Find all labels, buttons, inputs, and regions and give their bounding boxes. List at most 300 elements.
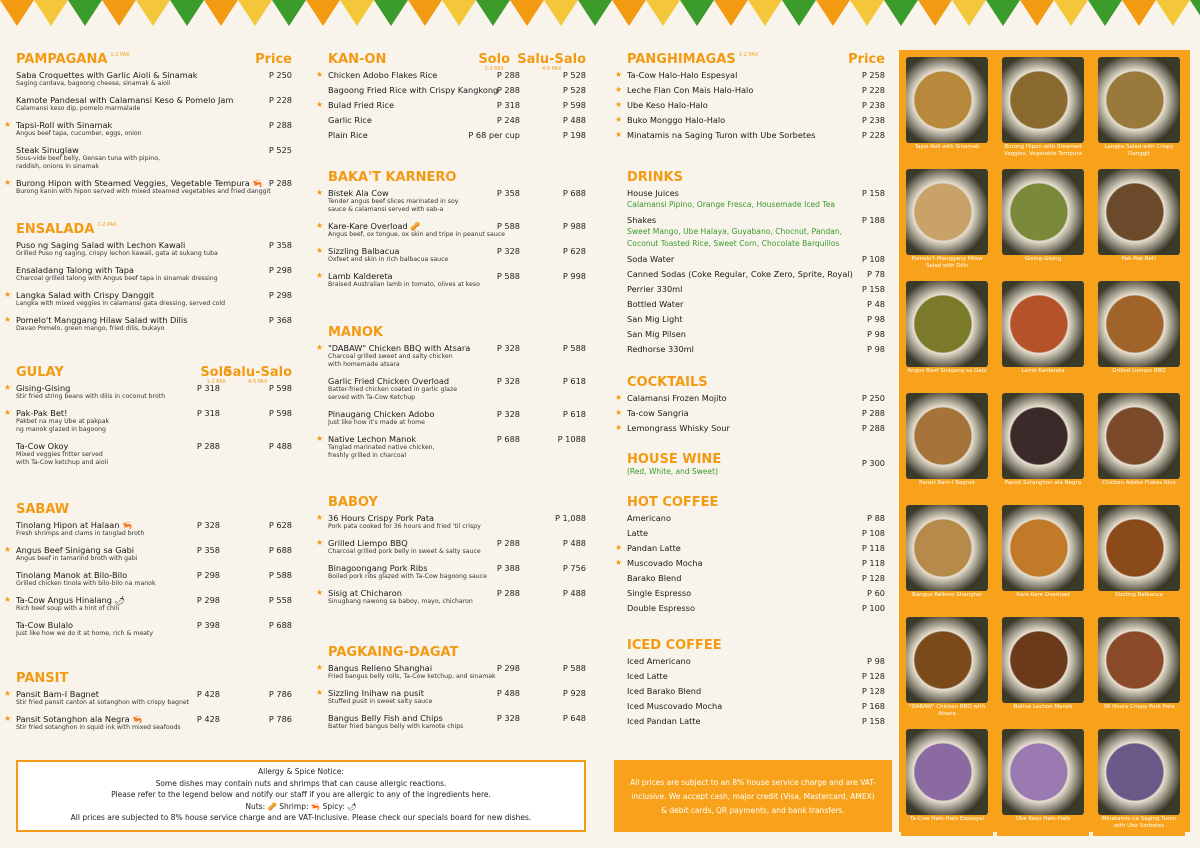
item-price-solo: P 398 xyxy=(196,620,220,630)
menu-item xyxy=(627,656,885,666)
item-name: Bagoong Fried Rice with Crispy Kangkong xyxy=(328,85,499,95)
item-list xyxy=(615,70,885,140)
star-icon: ★ xyxy=(4,383,12,392)
item-name: Langka Salad with Crispy Danggit xyxy=(16,290,155,300)
star-icon: ★ xyxy=(316,513,324,522)
price-header: Price xyxy=(255,52,292,67)
item-name: Shakes xyxy=(627,215,657,225)
item-price-solo: P 118 xyxy=(861,543,885,553)
food-photo xyxy=(1002,393,1084,479)
item-description: Batter-fried chicken coated in garlic glaze xyxy=(328,386,457,393)
item-name: Garlic Fried Chicken Overload xyxy=(328,376,450,386)
item-description: Grilled chicken tinola with bilo-bilo na manok xyxy=(16,580,156,587)
item-price-salu: P 1,088 xyxy=(555,513,586,523)
bunting-flag xyxy=(1054,0,1088,26)
menu-item xyxy=(328,130,586,140)
item-price-solo: P 525 xyxy=(268,145,292,155)
item-price-solo: P 288 xyxy=(861,408,885,418)
item-description: freshly grilled in charcoal xyxy=(328,452,407,459)
item-options: Sweet Mango, Ube Halaya, Guyabano, Chocnut, Pandan, xyxy=(627,227,843,236)
food-photo xyxy=(1098,57,1180,143)
item-description: Sous-vide beef belly, Gensan tuna with pipino, xyxy=(16,155,160,162)
item-price-solo: P 98 xyxy=(867,314,885,324)
item-price-solo: P 288 xyxy=(496,85,520,95)
section-subtitle: (Red, White, and Sweet) xyxy=(627,467,719,476)
item-price-solo: P 158 xyxy=(861,716,885,726)
item-name: Steak Sinuglaw xyxy=(16,145,79,155)
section-title xyxy=(328,325,383,340)
item-name: Sizzling Inihaw na pusit xyxy=(328,688,424,698)
item-price-solo: P 288 xyxy=(496,70,520,80)
section-title-text: KAN-ON xyxy=(328,52,387,67)
star-icon: ★ xyxy=(316,188,324,197)
notice-title: Allergy & Spice Notice: xyxy=(258,767,344,776)
item-description: Davao Pomelo, green mango, fried dilis, bukayo xyxy=(16,325,165,332)
bunting-banner xyxy=(0,0,1200,28)
menu-item xyxy=(316,246,586,264)
item-name: Bottled Water xyxy=(627,299,684,309)
item-price-salu: P 786 xyxy=(268,689,292,699)
food-photo xyxy=(906,57,988,143)
item-price-solo: P 288 xyxy=(196,441,220,451)
item-price-solo: P 328 xyxy=(496,376,520,386)
photo-caption: Chicken Adobo Flakes Rice xyxy=(1102,480,1176,486)
item-name: Single Espresso xyxy=(627,588,692,598)
section-title xyxy=(328,52,386,67)
item-price-solo: P 128 xyxy=(861,671,885,681)
bunting-flag xyxy=(1020,0,1054,26)
section-header xyxy=(328,325,586,343)
item-description: with Ta-Cow ketchup and aioli xyxy=(16,459,109,466)
food-photo xyxy=(1002,57,1084,143)
item-description: with homemade atsara xyxy=(328,361,400,368)
item-price-solo: P 60 xyxy=(867,588,885,598)
item-price-solo: P 688 xyxy=(496,434,520,444)
bunting-flag xyxy=(510,0,544,26)
star-icon: ★ xyxy=(4,714,12,723)
gallery-tile xyxy=(997,276,1089,388)
menu-item xyxy=(615,558,885,568)
photo-caption: Langka Salad with Crispy Danggit xyxy=(1104,144,1174,157)
item-options: Coconut Toasted Rice, Sweet Corn, Chocolate Barquillos xyxy=(627,239,840,248)
menu-section xyxy=(615,375,885,438)
item-price-solo: P 158 xyxy=(861,284,885,294)
item-price-salu: P 928 xyxy=(562,688,586,698)
item-name: Kare-Kare Overload 🥜 xyxy=(328,221,421,231)
photo-caption: Ube Keso Halo-Halo xyxy=(1015,816,1071,822)
item-price-solo: P 288 xyxy=(496,538,520,548)
item-name: Gising-Gising xyxy=(16,383,71,393)
notice-line: Some dishes may contain nuts and shrimps that can cause allergic reactions. xyxy=(155,778,447,788)
food-photo xyxy=(1002,729,1084,815)
menu-item xyxy=(316,221,586,239)
item-description: Angus beef, ox tongue, ox skin and tripe in peanut sauce xyxy=(328,231,505,238)
section-title-text: SABAW xyxy=(16,502,70,517)
item-price-solo: P 88 xyxy=(867,513,885,523)
menu-item xyxy=(615,100,885,110)
section-header xyxy=(16,502,292,520)
bunting-flag xyxy=(102,0,136,26)
star-icon: ★ xyxy=(316,434,324,443)
gallery-tile xyxy=(1093,724,1185,836)
photo-caption: Tapsi-Roll with Sinamak xyxy=(914,144,980,150)
menu-item xyxy=(16,95,292,113)
item-description: Pork pata cooked for 36 hours and fried 'til crispy xyxy=(328,523,481,530)
item-price-solo: P 428 xyxy=(196,689,220,699)
section-title-text: PANSIT xyxy=(16,671,69,686)
item-description: Grilled Puso ng saging, crispy lechon kawali, gata at sukang tuba xyxy=(16,250,218,257)
section-header xyxy=(627,452,885,482)
serves-label: 1-2 PAX xyxy=(110,52,130,58)
item-name: Canned Sodas (Coke Regular, Coke Zero, Sprite, Royal) xyxy=(627,269,853,279)
menu-item xyxy=(316,343,586,369)
photo-caption: Lamb Kaldereta xyxy=(1021,368,1065,374)
item-description: Mixed veggies fritter served xyxy=(16,451,103,458)
bunting-flag xyxy=(408,0,442,26)
item-price-salu: P 488 xyxy=(562,588,586,598)
salu-header xyxy=(517,52,586,72)
star-icon: ★ xyxy=(615,408,623,417)
item-name: "DABAW" Chicken BBQ with Atsara xyxy=(328,343,471,353)
section-header xyxy=(328,495,586,513)
item-description: Charcoal grilled talong with Angus beef tapa in sinamak dressing xyxy=(16,275,218,282)
section-title xyxy=(16,365,64,380)
section-header xyxy=(627,170,885,188)
star-icon: ★ xyxy=(316,663,324,672)
item-name: Iced Muscovado Mocha xyxy=(627,701,723,711)
price-header: Price xyxy=(848,52,885,67)
item-name: Buko Monggo Halo-Halo xyxy=(627,115,726,125)
item-price-solo: P 298 xyxy=(268,265,292,275)
item-name: Lamb Kaldereta xyxy=(328,271,393,281)
section-title xyxy=(16,52,130,67)
item-name: Iced Barako Blend xyxy=(627,686,702,696)
star-icon: ★ xyxy=(316,221,324,230)
item-price-solo: P 188 xyxy=(861,215,885,225)
section-title xyxy=(627,375,708,390)
food-photo xyxy=(1002,281,1084,367)
item-description: Just like how it's made at home xyxy=(328,419,425,426)
item-price-solo: P 158 xyxy=(861,188,885,198)
photo-caption: Bangus Relleno Shanghai xyxy=(912,592,982,598)
item-description: Pakbet na may Ube at pakpak xyxy=(16,418,110,425)
bunting-flag xyxy=(680,0,714,26)
item-price-solo: P 318 xyxy=(196,408,220,418)
gallery-tile xyxy=(997,724,1089,836)
menu-item xyxy=(328,115,586,125)
star-icon: ★ xyxy=(316,688,324,697)
item-price-solo: P 238 xyxy=(861,115,885,125)
item-name: Latte xyxy=(627,528,649,538)
photo-caption: Kare-Kare Overload xyxy=(1016,592,1070,598)
bunting-flag xyxy=(476,0,510,26)
food-photo xyxy=(1098,617,1180,703)
item-price-solo: P 358 xyxy=(496,188,520,198)
section-title-text: PANGHIMAGAS xyxy=(627,52,736,67)
menu-section xyxy=(615,495,885,618)
item-description: Burong kanin with hipon served with mixed steamed vegetables and fried danggit xyxy=(16,188,271,195)
item-list xyxy=(615,513,885,613)
menu-item xyxy=(16,441,292,467)
item-price-solo: P 298 xyxy=(268,290,292,300)
menu-item xyxy=(4,408,292,434)
menu-section xyxy=(615,52,885,145)
food-photo xyxy=(906,169,988,255)
item-price-solo: P 108 xyxy=(861,528,885,538)
gallery-tile xyxy=(901,276,993,388)
item-name: Angus Beef Sinigang sa Gabi xyxy=(16,545,135,555)
item-price-salu: P 598 xyxy=(268,383,292,393)
item-name: Plain Rice xyxy=(328,130,368,140)
item-description: Stir fried pansit canton at sotanghon with crispy bagnet xyxy=(16,699,190,706)
food-photo xyxy=(906,393,988,479)
bunting-flag xyxy=(884,0,918,26)
item-price-solo: P 328 xyxy=(496,713,520,723)
gallery-tile xyxy=(997,388,1089,500)
photo-caption: 36 Hours Crispy Pork Pata xyxy=(1103,704,1175,710)
salu-sub: 4-5 PAX xyxy=(541,66,562,72)
menu-item xyxy=(328,409,586,427)
star-icon: ★ xyxy=(615,70,623,79)
menu-item xyxy=(316,588,586,606)
bunting-flag xyxy=(272,0,306,26)
item-price-solo: P 68 per cup xyxy=(468,130,520,140)
menu-item xyxy=(316,70,586,80)
item-description: Stuffed pusit in sweet salty sauce xyxy=(328,698,433,705)
menu-section xyxy=(627,638,885,731)
menu-item xyxy=(4,714,292,732)
item-description: Just like how we do it at home, rich & meaty xyxy=(16,630,154,637)
menu-item xyxy=(627,269,885,279)
section-title xyxy=(627,452,721,467)
item-name: Saba Croquettes with Garlic Aioli & Sinamak xyxy=(16,70,198,80)
star-icon: ★ xyxy=(615,130,623,139)
food-photo xyxy=(1098,393,1180,479)
food-photo xyxy=(1002,505,1084,591)
item-name: Ta-cow Sangria xyxy=(627,408,689,418)
menu-item xyxy=(627,314,885,324)
bunting-flag xyxy=(68,0,102,26)
section-header xyxy=(627,375,885,393)
item-list xyxy=(316,513,586,606)
item-price-solo: P 358 xyxy=(196,545,220,555)
menu-item xyxy=(615,115,885,125)
item-name: Binagoongang Pork Ribs xyxy=(328,563,428,573)
item-name: Ube Keso Halo-Halo xyxy=(627,100,708,110)
item-price-salu: P 688 xyxy=(562,188,586,198)
menu-item xyxy=(627,284,885,294)
bunting-flag xyxy=(34,0,68,26)
menu-item xyxy=(4,290,292,308)
item-price: P 300 xyxy=(861,458,885,468)
bunting-flag xyxy=(0,0,34,26)
gallery-tile xyxy=(901,724,993,836)
menu-item xyxy=(627,603,885,613)
item-name: House Juices xyxy=(627,188,679,198)
menu-item xyxy=(316,188,586,214)
item-price-solo: P 288 xyxy=(268,178,292,188)
item-list xyxy=(627,656,885,726)
menu-item xyxy=(316,100,586,110)
menu-item xyxy=(615,423,885,433)
section-title-text: HOUSE WINE xyxy=(627,452,722,467)
item-price-salu: P 488 xyxy=(268,441,292,451)
item-price-salu: P 558 xyxy=(268,595,292,605)
item-name: Calamansi Frozen Mojito xyxy=(627,393,727,403)
bunting-flag xyxy=(612,0,646,26)
item-price-salu: P 488 xyxy=(562,115,586,125)
item-description: Langka with mixed veggies in calamansi gata dressing, served cold xyxy=(16,300,226,307)
item-price-solo: P 328 xyxy=(496,409,520,419)
bunting-flag xyxy=(1122,0,1156,26)
item-name: Pomelo't Manggang Hilaw Salad with Dilis xyxy=(16,315,188,325)
food-photo xyxy=(1002,617,1084,703)
food-photo xyxy=(906,729,988,815)
food-photo xyxy=(1098,169,1180,255)
item-price-solo: P 288 xyxy=(268,120,292,130)
photo-caption: Pomelo't Manggang Hilaw Salad with Dilis xyxy=(911,256,983,269)
food-photo xyxy=(1002,169,1084,255)
item-price-salu: P 628 xyxy=(268,520,292,530)
item-name: Lemongrass Whisky Sour xyxy=(627,423,730,433)
item-description: Fried bangus belly rolls, Ta-Cow ketchup, and sinamak xyxy=(328,673,496,680)
item-name: Ta-Cow Angus Hinalang 🌶 xyxy=(16,595,125,605)
menu-item xyxy=(316,434,586,460)
bunting-flag xyxy=(340,0,374,26)
star-icon: ★ xyxy=(316,271,324,280)
photo-caption: "DABAW" Chicken BBQ with Atsara xyxy=(908,704,986,717)
star-icon: ★ xyxy=(4,120,12,129)
item-price-salu: P 528 xyxy=(562,70,586,80)
item-name: Muscovado Mocha xyxy=(627,558,703,568)
bunting-flag xyxy=(952,0,986,26)
salu-label: Salu-Salo xyxy=(517,52,586,67)
notice-legend: Nuts: 🥜 Shrimp: 🦐 Spicy: 🌶 xyxy=(245,801,357,811)
menu-item xyxy=(4,315,292,333)
item-price-solo: P 298 xyxy=(496,663,520,673)
item-price-salu: P 628 xyxy=(562,246,586,256)
item-name: Iced Latte xyxy=(627,671,668,681)
bunting-flag xyxy=(204,0,238,26)
item-price-solo: P 228 xyxy=(861,85,885,95)
item-price-solo: P 298 xyxy=(196,570,220,580)
menu-item xyxy=(627,573,885,583)
item-price-solo: P 328 xyxy=(196,520,220,530)
star-icon: ★ xyxy=(316,100,324,109)
item-name: Ta-Cow Okoy xyxy=(16,441,69,451)
gallery-tile xyxy=(997,164,1089,276)
item-description: Stir fried sotanghon in squid ink with mixed seafoods xyxy=(16,724,181,731)
gallery-tile xyxy=(901,500,993,612)
item-name: Tinolang Hipon at Halaan 🦐 xyxy=(16,520,133,530)
menu-item xyxy=(615,70,885,80)
item-list xyxy=(316,663,586,731)
menu-item xyxy=(627,686,885,696)
photo-caption: Burong Hipon with Steamed Veggies, Vegetable Tempura xyxy=(1003,144,1083,157)
item-description: sauce & calamansi served with sab-a xyxy=(328,206,444,213)
item-price-solo: P 388 xyxy=(496,563,520,573)
menu-item xyxy=(316,688,586,706)
item-name: Bulad Fried Rice xyxy=(328,100,394,110)
item-price-salu: P 1088 xyxy=(557,434,586,444)
menu-item xyxy=(16,240,292,258)
item-name: Tapsi-Roll with Sinamak xyxy=(16,120,113,130)
section-header xyxy=(328,645,586,663)
section-title-text: ENSALADA xyxy=(16,222,95,237)
bunting-flag xyxy=(374,0,408,26)
gallery-tile xyxy=(901,164,993,276)
item-price-salu: P 786 xyxy=(268,714,292,724)
item-price-solo: P 98 xyxy=(867,656,885,666)
star-icon: ★ xyxy=(4,595,12,604)
item-name: Pansit Sotanghon ala Negra 🦐 xyxy=(16,714,143,724)
notice-line: All prices are subjected to 8% house service charge and are VAT-Inclusive. Please check our specials board for new dishes. xyxy=(70,813,532,822)
item-price-solo: P 328 xyxy=(496,246,520,256)
serves-label: 1-2 PAX xyxy=(738,52,759,58)
food-photo xyxy=(1098,281,1180,367)
menu-item xyxy=(615,130,885,140)
menu-item xyxy=(615,408,885,418)
item-name: Burong Hipon with Steamed Veggies, Vegetable Tempura 🦐 xyxy=(16,178,263,188)
item-name: Bangus Belly Fish and Chips xyxy=(328,713,443,723)
item-name: Americano xyxy=(627,513,671,523)
solo-label: Solo xyxy=(200,365,232,380)
item-price-salu: P 998 xyxy=(562,271,586,281)
item-name: Leche Flan Con Mais Halo-Halo xyxy=(627,85,754,95)
gallery-tile xyxy=(1093,276,1185,388)
item-name: Iced Pandan Latte xyxy=(627,716,701,726)
menu-item xyxy=(627,588,885,598)
item-name: Pinaugang Chicken Adobo xyxy=(328,409,435,419)
item-price-salu: P 648 xyxy=(562,713,586,723)
section-header xyxy=(627,495,885,513)
menu-section xyxy=(4,365,292,474)
menu-section xyxy=(316,325,586,467)
section-title-text: HOT COFFEE xyxy=(627,495,719,510)
salu-header xyxy=(223,365,292,385)
item-description: Braised Australian lamb in tomato, olives at keso xyxy=(328,281,480,288)
bunting-flag xyxy=(136,0,170,26)
payment-note: All prices are subject to an 8% house service charge and are VAT-inclusive. We accept cash, major credit (Visa, Mastercard, AMEX) & debit cards, QR payments, and bank transfers. xyxy=(614,760,892,832)
item-price-solo: P 228 xyxy=(861,130,885,140)
gallery-tile xyxy=(997,612,1089,724)
item-name: Tinolang Manok at Bilo-Bilo xyxy=(16,570,128,580)
item-list xyxy=(4,383,292,467)
item-price-solo: P 78 xyxy=(867,269,885,279)
photo-caption: Ta-Cow Halo-Halo Espesyal xyxy=(909,816,985,822)
photo-caption: Minatamis na Saging Turon with Ube Sorbetes xyxy=(1101,816,1177,829)
bunting-flag xyxy=(544,0,578,26)
gallery-tile xyxy=(1093,500,1185,612)
item-description: Saging cardava, bagoong cheese, sinamak & aioli xyxy=(16,80,171,87)
bunting-flag xyxy=(816,0,850,26)
item-price-solo: P 318 xyxy=(496,100,520,110)
section-header xyxy=(16,671,292,689)
item-price-salu: P 988 xyxy=(562,221,586,231)
section-title-text: PAGKAING-DAGAT xyxy=(328,645,459,660)
item-description: Oxfeet and skin in rich balbacua sauce xyxy=(328,256,449,263)
item-description: Sinugbang nawong sa baboy, mayo, chicharon xyxy=(328,598,473,605)
food-photo xyxy=(906,505,988,591)
food-photo xyxy=(1098,729,1180,815)
star-icon: ★ xyxy=(316,70,324,79)
section-title-text: MANOK xyxy=(328,325,384,340)
item-name: Kamote Pandesal with Calamansi Keso & Pomelo Jam xyxy=(16,95,234,105)
item-list xyxy=(4,689,292,732)
food-gallery xyxy=(899,50,1190,832)
item-name: Native Lechon Manok xyxy=(328,434,417,444)
item-description: Fresh shrimps and clams in tanglad broth xyxy=(16,530,145,537)
